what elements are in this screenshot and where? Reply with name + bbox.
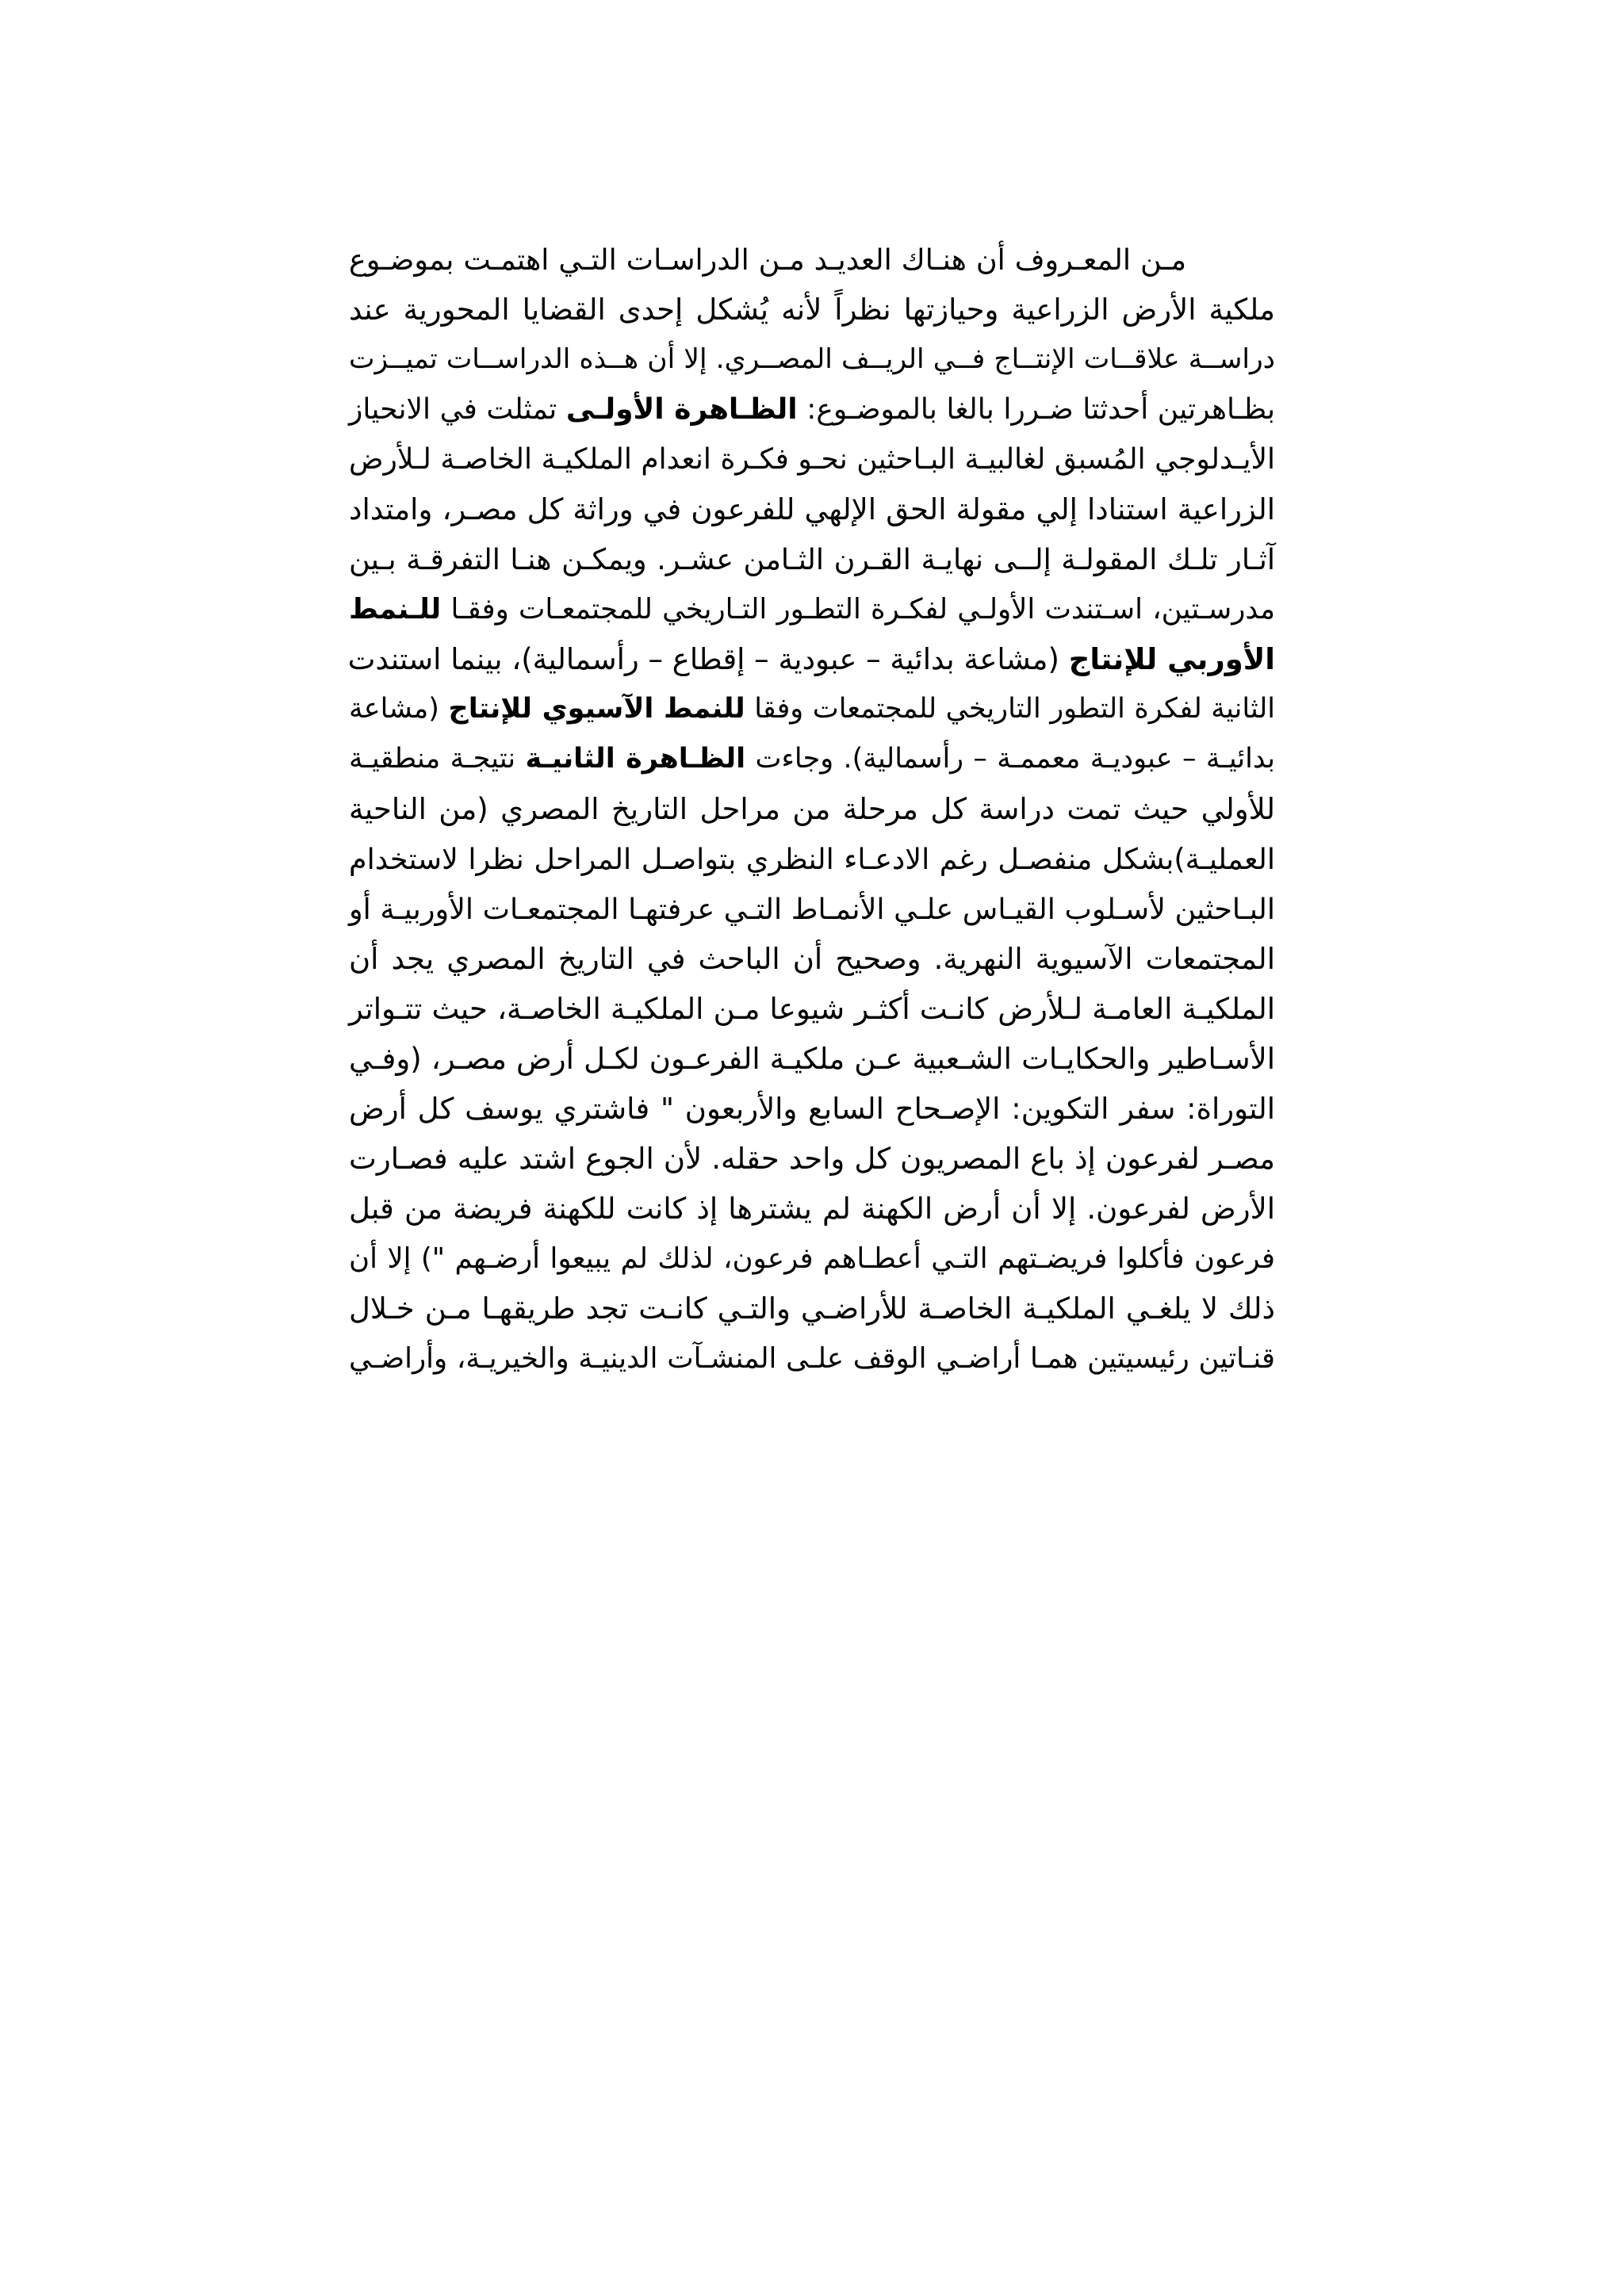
text-line [349,484,1275,534]
text-segment: (مشاعة [349,693,449,725]
text-segment: البـاحثين لأسـلوب القيـاس علـي الأنمـاط التـي عرفتهـا المجتمعـات الأوربيـة أو [349,892,1275,926]
text-segment: الأيـدلوجي المُسبق لغالبيـة البـاحثين نحـو فكـرة انعدام الملكيـة الخاصـة لـلأرض [349,443,1275,476]
text-segment: ملكية الأرض الزراعية وحيازتها نظراً لأنه يُشكل إحدى القضايا المحورية عند [349,293,1275,327]
text-line [349,584,1275,634]
text-line [349,385,1275,434]
bold-term: للـنمط [349,593,442,626]
text-line [349,285,1275,335]
text-line [349,335,1275,385]
text-line [349,1184,1275,1234]
text-segment: فرعون فأكلوا فريضـتهم التـي أعطـاهم فرعون، لذلك لم يبيعوا أرضـهم ") إلا أن [349,1242,1275,1275]
text-line [349,1234,1275,1284]
text-line [349,634,1275,684]
body-paragraph [349,235,1275,1383]
text-line [349,1034,1275,1084]
bold-term: الظـاهرة الثانيـة [525,743,746,775]
text-segment: الثانية لفكرة التطور التاريخي للمجتمعات وفقا [745,693,1275,725]
text-line [349,1284,1275,1334]
text-segment: آثـار تلـك المقولـة إلــى نهايـة القـرن الثـامن عشـر. ويمكـن هنـا التفرقـة بـين [349,542,1275,576]
text-segment: المجتمعات الآسيوية النهرية. وصحيح أن الباحث في التاريخ المصري يجد أن [349,942,1275,976]
text-line [349,1334,1275,1383]
text-segment: الزراعية استنادا إلي مقولة الحق الإلهي للفرعون في وراثة كل مصـر، وامتداد [349,492,1275,526]
bold-term: للنمط الآسيوي للإنتاج [448,693,745,725]
text-line [349,1084,1275,1134]
text-line [349,734,1275,784]
text-segment: مـن المعـروف أن هنـاك العديـد مـن الدراسـات التـي اهتمـت بموضـوع [349,243,1186,277]
text-line [349,1134,1275,1184]
text-segment: الأرض لفرعون. إلا أن أرض الكهنة لم يشترها إذ كانت للكهنة فريضة من قبل [349,1192,1275,1226]
text-line [349,684,1275,734]
text-segment: الملكيـة العامـة لـلأرض كانـت أكثـر شيوعا مـن الملكيـة الخاصـة، حيث تتـواتر [349,992,1275,1026]
text-line [349,534,1275,584]
text-segment: بدائيـة – عبوديـة معممـة – رأسمالية). وجاءت [745,743,1275,775]
text-segment: بظـاهرتين أحدثتا ضـررا بالغا بالموضـوع: [797,393,1276,426]
text-line [349,834,1275,884]
text-line [349,235,1275,285]
text-line [349,884,1275,934]
text-segment: (مشاعة بدائية – عبودية – إقطاع – رأسمالية)، بينما استندت [347,642,1069,676]
text-line [349,784,1275,834]
text-segment: العمليـة)بشكل منفصـل رغم الادعـاء النظري بتواصـل المراحل نظرا لاستخدام [349,842,1275,876]
text-segment: نتيجـة منطقيـة [349,743,526,775]
text-line [349,434,1275,484]
text-segment: ذلك لا يلغـي الملكيـة الخاصـة للأراضـي والتـي كانـت تجد طريقهـا مـن خـلال [349,1292,1275,1326]
text-segment: الأسـاطير والحكايـات الشـعبية عـن ملكيـة الفرعـون لكـل أرض مصـر، (وفـي [349,1042,1275,1076]
text-segment: للأولي حيث تمت دراسة كل مرحلة من مراحل التاريخ المصري (من الناحية [349,792,1275,826]
text-segment: قنـاتين رئيسيتين همـا أراضـي الوقف علـى المنشـآت الدينيـة والخيريـة، وأراضـي [349,1342,1275,1375]
text-segment: دراســة علاقــات الإنتــاج فــي الريــف المصــري. إلا أن هــذه الدراســات تميــزت [349,343,1275,375]
text-segment: مدرسـتين، اسـتندت الأولـي لفكـرة التطـور التـاريخي للمجتمعـات وفقـا [441,593,1275,626]
bold-term: الأوربي للإنتاج [1068,642,1275,676]
text-line [349,934,1275,984]
text-line [349,984,1275,1034]
text-segment: التوراة: سفر التكوين: الإصـحاح السابع والأربعون " فاشتري يوسف كل أرض [349,1092,1275,1126]
text-segment: تمثلت في الانحياز [349,393,566,426]
text-segment: مصـر لفرعون إذ باع المصريون كل واحد حقله. لأن الجوع اشتد عليه فصـارت [349,1142,1275,1176]
bold-term: الظـاهرة الأولـى [565,393,798,426]
